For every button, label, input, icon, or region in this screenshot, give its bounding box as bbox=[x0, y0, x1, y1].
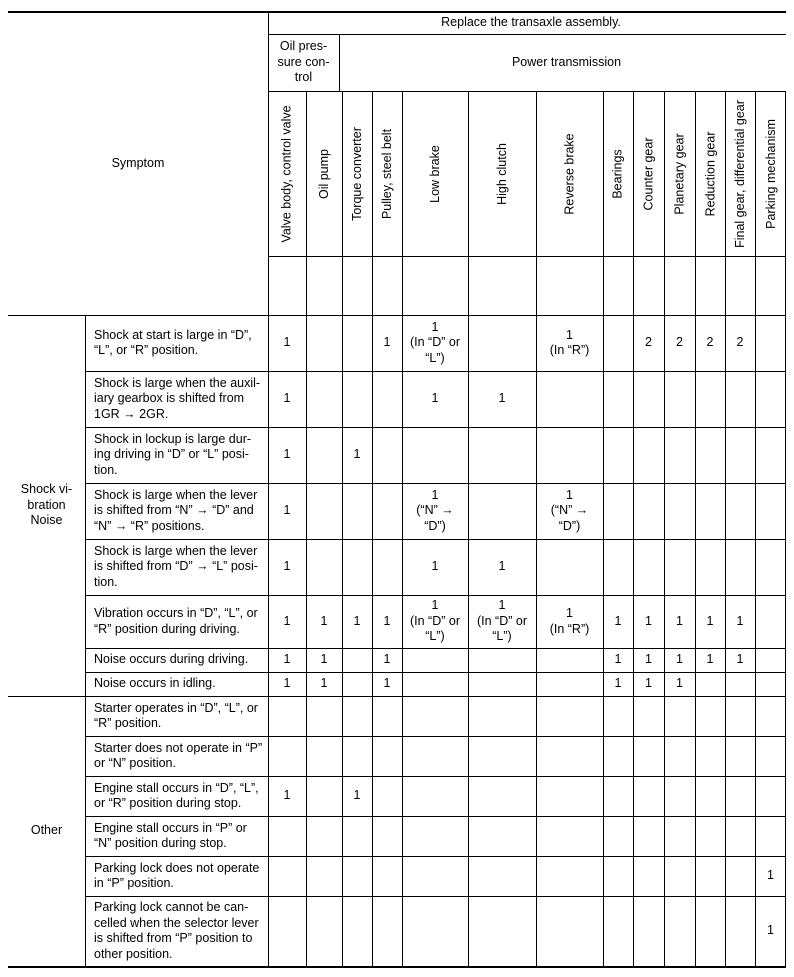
value-cell-valve-body: 1 bbox=[283, 335, 291, 350]
value-cell-high-clutch bbox=[468, 776, 536, 816]
value-cell-valve-body: 1 bbox=[283, 652, 291, 667]
value-cell-parking-mechanism bbox=[755, 595, 786, 648]
value-cell-pulley-steel-belt: 1 bbox=[383, 676, 391, 691]
value-cell-planetary-gear bbox=[664, 539, 695, 595]
value-cell-bearings bbox=[603, 371, 633, 427]
group-header-oil-pressure-control: Oil pres- sure con- trol bbox=[277, 39, 330, 85]
column-header-label: Parking mechanism bbox=[763, 118, 778, 229]
value-cell-low-brake bbox=[402, 696, 468, 736]
value-cell-final-gear bbox=[725, 736, 755, 776]
value-cell-reduction-gear bbox=[695, 483, 725, 539]
value-cell-final-gear bbox=[725, 539, 755, 595]
value-cell-final-gear bbox=[725, 371, 755, 427]
value-cell-oil-pump bbox=[306, 483, 342, 539]
value-cell-final-gear bbox=[725, 776, 755, 816]
value-cell-high-clutch bbox=[468, 856, 536, 896]
value-cell-torque-converter bbox=[342, 696, 372, 736]
symptom-cell: Shock in lockup is large dur- ing driving in “D” or “L” posi- tion. bbox=[94, 431, 252, 477]
symptom-cell: Shock is large when the auxil- iary gearbox is shifted from 1GR → 2GR. bbox=[94, 375, 261, 421]
value-cell-oil-pump: 1 bbox=[320, 652, 328, 667]
value-cell-reverse-brake bbox=[536, 672, 603, 696]
value-cell-oil-pump bbox=[306, 816, 342, 856]
value-cell-oil-pump: 1 bbox=[320, 676, 328, 691]
value-cell-planetary-gear: 1 bbox=[676, 652, 683, 667]
value-cell-reduction-gear bbox=[695, 856, 725, 896]
value-cell-final-gear bbox=[725, 427, 755, 483]
value-cell-final-gear bbox=[725, 696, 755, 736]
value-cell-torque-converter bbox=[342, 816, 372, 856]
value-cell-final-gear bbox=[725, 672, 755, 696]
value-cell-counter-gear: 2 bbox=[645, 335, 652, 350]
value-cell-final-gear: 1 bbox=[736, 652, 744, 667]
value-cell-parking-mechanism bbox=[755, 696, 786, 736]
symptom-cell: Shock is large when the lever is shifted from “N” → “D” and “N” → “R” positions. bbox=[94, 487, 258, 533]
value-cell-oil-pump bbox=[306, 371, 342, 427]
value-cell-torque-converter: 1 bbox=[353, 613, 361, 628]
value-cell-bearings: 1 bbox=[614, 676, 622, 691]
value-cell-reduction-gear bbox=[695, 816, 725, 856]
value-cell-parking-mechanism bbox=[755, 672, 786, 696]
symptom-cell: Parking lock does not operate in “P” position. bbox=[94, 860, 260, 890]
value-cell-pulley-steel-belt bbox=[372, 539, 402, 595]
value-cell-bearings bbox=[603, 315, 633, 371]
value-cell-counter-gear: 1 bbox=[645, 613, 652, 628]
value-cell-bearings bbox=[603, 896, 633, 966]
value-cell-pulley-steel-belt bbox=[372, 856, 402, 896]
value-cell-low-brake: 1 bbox=[431, 391, 439, 406]
value-cell-oil-pump: 1 bbox=[320, 613, 328, 628]
symptom-cell: Shock at start is large in “D”, “L”, or “R” position. bbox=[94, 327, 252, 357]
value-cell-valve-body: 1 bbox=[283, 676, 291, 691]
value-cell-reverse-brake bbox=[536, 776, 603, 816]
value-cell-parking-mechanism bbox=[755, 776, 786, 816]
column-header-valve-body bbox=[268, 91, 306, 256]
value-cell-reduction-gear bbox=[695, 672, 725, 696]
value-cell-reverse-brake: 1 (In “R”) bbox=[549, 606, 590, 636]
value-cell-oil-pump bbox=[306, 696, 342, 736]
value-cell-torque-converter bbox=[342, 856, 372, 896]
value-cell-reduction-gear: 2 bbox=[706, 335, 714, 350]
value-cell-low-brake bbox=[402, 856, 468, 896]
value-cell-valve-body: 1 bbox=[283, 447, 291, 462]
column-header-bearings bbox=[603, 91, 633, 256]
value-cell-parking-mechanism bbox=[755, 427, 786, 483]
symptom-cell: Shock is large when the lever is shifted from “D” → “L” posi- tion. bbox=[94, 543, 258, 589]
column-header-label: Reverse brake bbox=[562, 132, 577, 215]
column-header-reduction-gear bbox=[695, 91, 725, 256]
value-cell-pulley-steel-belt bbox=[372, 483, 402, 539]
value-cell-reduction-gear bbox=[695, 896, 725, 966]
value-cell-bearings bbox=[603, 856, 633, 896]
column-header-final-gear bbox=[725, 91, 755, 256]
value-cell-high-clutch bbox=[468, 896, 536, 966]
value-cell-torque-converter bbox=[342, 648, 372, 672]
column-header-label: High clutch bbox=[495, 142, 509, 205]
value-cell-low-brake bbox=[402, 648, 468, 672]
column-header-oil-pump bbox=[306, 91, 342, 256]
column-header-label: Reduction gear bbox=[703, 131, 717, 216]
column-header-label: Torque converter bbox=[350, 126, 364, 221]
value-cell-final-gear bbox=[725, 483, 755, 539]
symptom-cell: Vibration occurs in “D”, “L”, or “R” position during driving. bbox=[94, 606, 258, 636]
column-header-counter-gear bbox=[633, 91, 664, 256]
value-cell-planetary-gear bbox=[664, 816, 695, 856]
value-cell-low-brake bbox=[402, 736, 468, 776]
value-cell-high-clutch: 1 bbox=[498, 559, 506, 574]
value-cell-torque-converter bbox=[342, 672, 372, 696]
value-cell-counter-gear bbox=[633, 816, 664, 856]
table-main-title: Replace the transaxle assembly. bbox=[441, 15, 621, 30]
value-cell-parking-mechanism: 1 bbox=[767, 923, 774, 938]
value-cell-bearings bbox=[603, 483, 633, 539]
column-header-label: Oil pump bbox=[317, 148, 331, 199]
value-cell-oil-pump bbox=[306, 776, 342, 816]
column-header-reverse-brake bbox=[536, 91, 603, 256]
symptom-cell: Engine stall occurs in “D”, “L”, or “R” position during stop. bbox=[94, 780, 259, 810]
value-cell-final-gear bbox=[725, 816, 755, 856]
value-cell-torque-converter bbox=[342, 736, 372, 776]
group-label-shock-vibration-noise: Shock vi- bration Noise bbox=[20, 482, 73, 528]
value-cell-valve-body: 1 bbox=[283, 788, 291, 803]
value-cell-torque-converter bbox=[342, 315, 372, 371]
value-cell-valve-body bbox=[268, 696, 306, 736]
value-cell-high-clutch bbox=[468, 427, 536, 483]
value-cell-bearings bbox=[603, 427, 633, 483]
value-cell-parking-mechanism bbox=[755, 539, 786, 595]
value-cell-low-brake: 1 (In “D” or “L”) bbox=[410, 598, 460, 644]
value-cell-oil-pump bbox=[306, 736, 342, 776]
value-cell-pulley-steel-belt: 1 bbox=[383, 613, 391, 628]
value-cell-bearings bbox=[603, 816, 633, 856]
value-cell-torque-converter bbox=[342, 539, 372, 595]
value-cell-low-brake: 1 (In “D” or “L”) bbox=[410, 319, 460, 365]
value-cell-reduction-gear bbox=[695, 427, 725, 483]
column-header-high-clutch bbox=[468, 91, 536, 256]
value-cell-reverse-brake bbox=[536, 427, 603, 483]
value-cell-reverse-brake: 1 (“N” → “D”) bbox=[550, 487, 589, 533]
value-cell-planetary-gear: 1 bbox=[676, 613, 683, 628]
symptom-cell: Noise occurs in idling. bbox=[94, 676, 216, 691]
value-cell-reverse-brake bbox=[536, 539, 603, 595]
column-header-label: Counter gear bbox=[641, 137, 656, 210]
value-cell-counter-gear bbox=[633, 696, 664, 736]
value-cell-low-brake bbox=[402, 776, 468, 816]
symptom-header: Symptom bbox=[111, 155, 165, 170]
value-cell-parking-mechanism bbox=[755, 648, 786, 672]
value-cell-planetary-gear bbox=[664, 896, 695, 966]
column-header-label: Valve body, control valve bbox=[280, 104, 295, 243]
value-cell-final-gear: 2 bbox=[736, 335, 744, 350]
value-cell-high-clutch bbox=[468, 483, 536, 539]
value-cell-low-brake: 1 (“N” → “D”) bbox=[416, 487, 454, 533]
value-cell-high-clutch: 1 (In “D” or “L”) bbox=[477, 598, 527, 644]
value-cell-planetary-gear: 2 bbox=[676, 335, 683, 350]
value-cell-valve-body: 1 bbox=[283, 503, 291, 518]
value-cell-counter-gear bbox=[633, 856, 664, 896]
value-cell-parking-mechanism: 1 bbox=[767, 868, 774, 883]
value-cell-parking-mechanism bbox=[755, 371, 786, 427]
value-cell-pulley-steel-belt bbox=[372, 896, 402, 966]
value-cell-pulley-steel-belt bbox=[372, 736, 402, 776]
value-cell-final-gear bbox=[725, 856, 755, 896]
value-cell-torque-converter bbox=[342, 371, 372, 427]
column-header-torque-converter bbox=[342, 91, 372, 256]
value-cell-low-brake bbox=[402, 816, 468, 856]
value-cell-high-clutch bbox=[468, 696, 536, 736]
value-cell-parking-mechanism bbox=[755, 736, 786, 776]
column-header-parking-mechanism bbox=[755, 91, 786, 256]
value-cell-pulley-steel-belt bbox=[372, 816, 402, 856]
value-cell-reverse-brake bbox=[536, 896, 603, 966]
value-cell-parking-mechanism bbox=[755, 315, 786, 371]
value-cell-reverse-brake bbox=[536, 371, 603, 427]
value-cell-torque-converter bbox=[342, 896, 372, 966]
grid-line-horizontal bbox=[8, 966, 786, 968]
value-cell-bearings: 1 bbox=[614, 613, 622, 628]
value-cell-oil-pump bbox=[306, 427, 342, 483]
value-cell-valve-body bbox=[268, 856, 306, 896]
value-cell-reduction-gear: 1 bbox=[706, 652, 714, 667]
value-cell-oil-pump bbox=[306, 315, 342, 371]
value-cell-counter-gear bbox=[633, 896, 664, 966]
value-cell-reduction-gear bbox=[695, 539, 725, 595]
value-cell-low-brake bbox=[402, 427, 468, 483]
value-cell-counter-gear bbox=[633, 539, 664, 595]
value-cell-high-clutch bbox=[468, 672, 536, 696]
value-cell-reverse-brake bbox=[536, 816, 603, 856]
column-header-low-brake bbox=[402, 91, 468, 256]
value-cell-reverse-brake bbox=[536, 856, 603, 896]
value-cell-reduction-gear bbox=[695, 736, 725, 776]
column-header-label: Pulley, steel belt bbox=[380, 128, 395, 219]
value-cell-planetary-gear bbox=[664, 856, 695, 896]
value-cell-counter-gear bbox=[633, 736, 664, 776]
value-cell-counter-gear bbox=[633, 427, 664, 483]
value-cell-planetary-gear bbox=[664, 736, 695, 776]
value-cell-counter-gear bbox=[633, 483, 664, 539]
value-cell-reverse-brake bbox=[536, 648, 603, 672]
value-cell-final-gear bbox=[725, 896, 755, 966]
value-cell-high-clutch bbox=[468, 816, 536, 856]
value-cell-valve-body: 1 bbox=[283, 613, 291, 628]
value-cell-high-clutch: 1 bbox=[498, 391, 506, 406]
value-cell-bearings bbox=[603, 736, 633, 776]
value-cell-valve-body bbox=[268, 736, 306, 776]
value-cell-counter-gear bbox=[633, 776, 664, 816]
grid-line-horizontal bbox=[268, 256, 786, 257]
value-cell-reduction-gear bbox=[695, 371, 725, 427]
group-header-power-transmission: Power transmission bbox=[511, 54, 622, 69]
value-cell-oil-pump bbox=[306, 539, 342, 595]
value-cell-planetary-gear bbox=[664, 483, 695, 539]
column-header-label: Low brake bbox=[428, 144, 442, 203]
value-cell-reduction-gear: 1 bbox=[706, 613, 714, 628]
value-cell-oil-pump bbox=[306, 896, 342, 966]
value-cell-torque-converter: 1 bbox=[353, 788, 361, 803]
value-cell-reverse-brake bbox=[536, 696, 603, 736]
value-cell-reverse-brake: 1 (In “R”) bbox=[549, 327, 590, 357]
value-cell-pulley-steel-belt bbox=[372, 696, 402, 736]
value-cell-counter-gear bbox=[633, 371, 664, 427]
value-cell-pulley-steel-belt bbox=[372, 427, 402, 483]
value-cell-high-clutch bbox=[468, 736, 536, 776]
column-header-label: Bearings bbox=[611, 148, 625, 199]
value-cell-pulley-steel-belt bbox=[372, 371, 402, 427]
value-cell-final-gear: 1 bbox=[736, 613, 744, 628]
symptom-cell: Engine stall occurs in “P” or “N” position during stop. bbox=[94, 820, 247, 850]
value-cell-pulley-steel-belt bbox=[372, 776, 402, 816]
symptom-cell: Starter operates in “D”, “L”, or “R” position. bbox=[94, 700, 258, 730]
value-cell-pulley-steel-belt: 1 bbox=[383, 652, 391, 667]
value-cell-planetary-gear bbox=[664, 371, 695, 427]
value-cell-bearings: 1 bbox=[614, 652, 622, 667]
group-label-other: Other bbox=[30, 823, 63, 838]
column-header-label: Final gear, differential gear bbox=[733, 99, 747, 248]
value-cell-low-brake bbox=[402, 672, 468, 696]
value-cell-high-clutch bbox=[468, 315, 536, 371]
value-cell-bearings bbox=[603, 776, 633, 816]
value-cell-parking-mechanism bbox=[755, 816, 786, 856]
value-cell-valve-body: 1 bbox=[283, 391, 291, 406]
value-cell-torque-converter: 1 bbox=[353, 447, 361, 462]
value-cell-low-brake: 1 bbox=[431, 559, 439, 574]
value-cell-reverse-brake bbox=[536, 736, 603, 776]
value-cell-planetary-gear bbox=[664, 696, 695, 736]
value-cell-counter-gear: 1 bbox=[645, 652, 652, 667]
value-cell-valve-body bbox=[268, 816, 306, 856]
value-cell-oil-pump bbox=[306, 856, 342, 896]
value-cell-parking-mechanism bbox=[755, 483, 786, 539]
value-cell-reduction-gear bbox=[695, 776, 725, 816]
column-header-pulley-steel-belt bbox=[372, 91, 402, 256]
value-cell-high-clutch bbox=[468, 648, 536, 672]
value-cell-bearings bbox=[603, 696, 633, 736]
value-cell-reduction-gear bbox=[695, 696, 725, 736]
value-cell-pulley-steel-belt: 1 bbox=[383, 335, 391, 350]
value-cell-counter-gear: 1 bbox=[645, 676, 652, 691]
symptom-cell: Parking lock cannot be can- celled when the selector lever is shifted from “P” position to other position. bbox=[94, 900, 259, 961]
column-header-label: Planetary gear bbox=[672, 132, 687, 215]
value-cell-valve-body: 1 bbox=[283, 559, 291, 574]
value-cell-low-brake bbox=[402, 896, 468, 966]
value-cell-planetary-gear bbox=[664, 427, 695, 483]
symptom-cell: Noise occurs during driving. bbox=[94, 652, 249, 667]
symptom-cell: Starter does not operate in “P” or “N” position. bbox=[94, 740, 263, 770]
value-cell-bearings bbox=[603, 539, 633, 595]
value-cell-planetary-gear bbox=[664, 776, 695, 816]
column-header-planetary-gear bbox=[664, 91, 695, 256]
value-cell-valve-body bbox=[268, 896, 306, 966]
value-cell-planetary-gear: 1 bbox=[676, 676, 683, 691]
value-cell-torque-converter bbox=[342, 483, 372, 539]
